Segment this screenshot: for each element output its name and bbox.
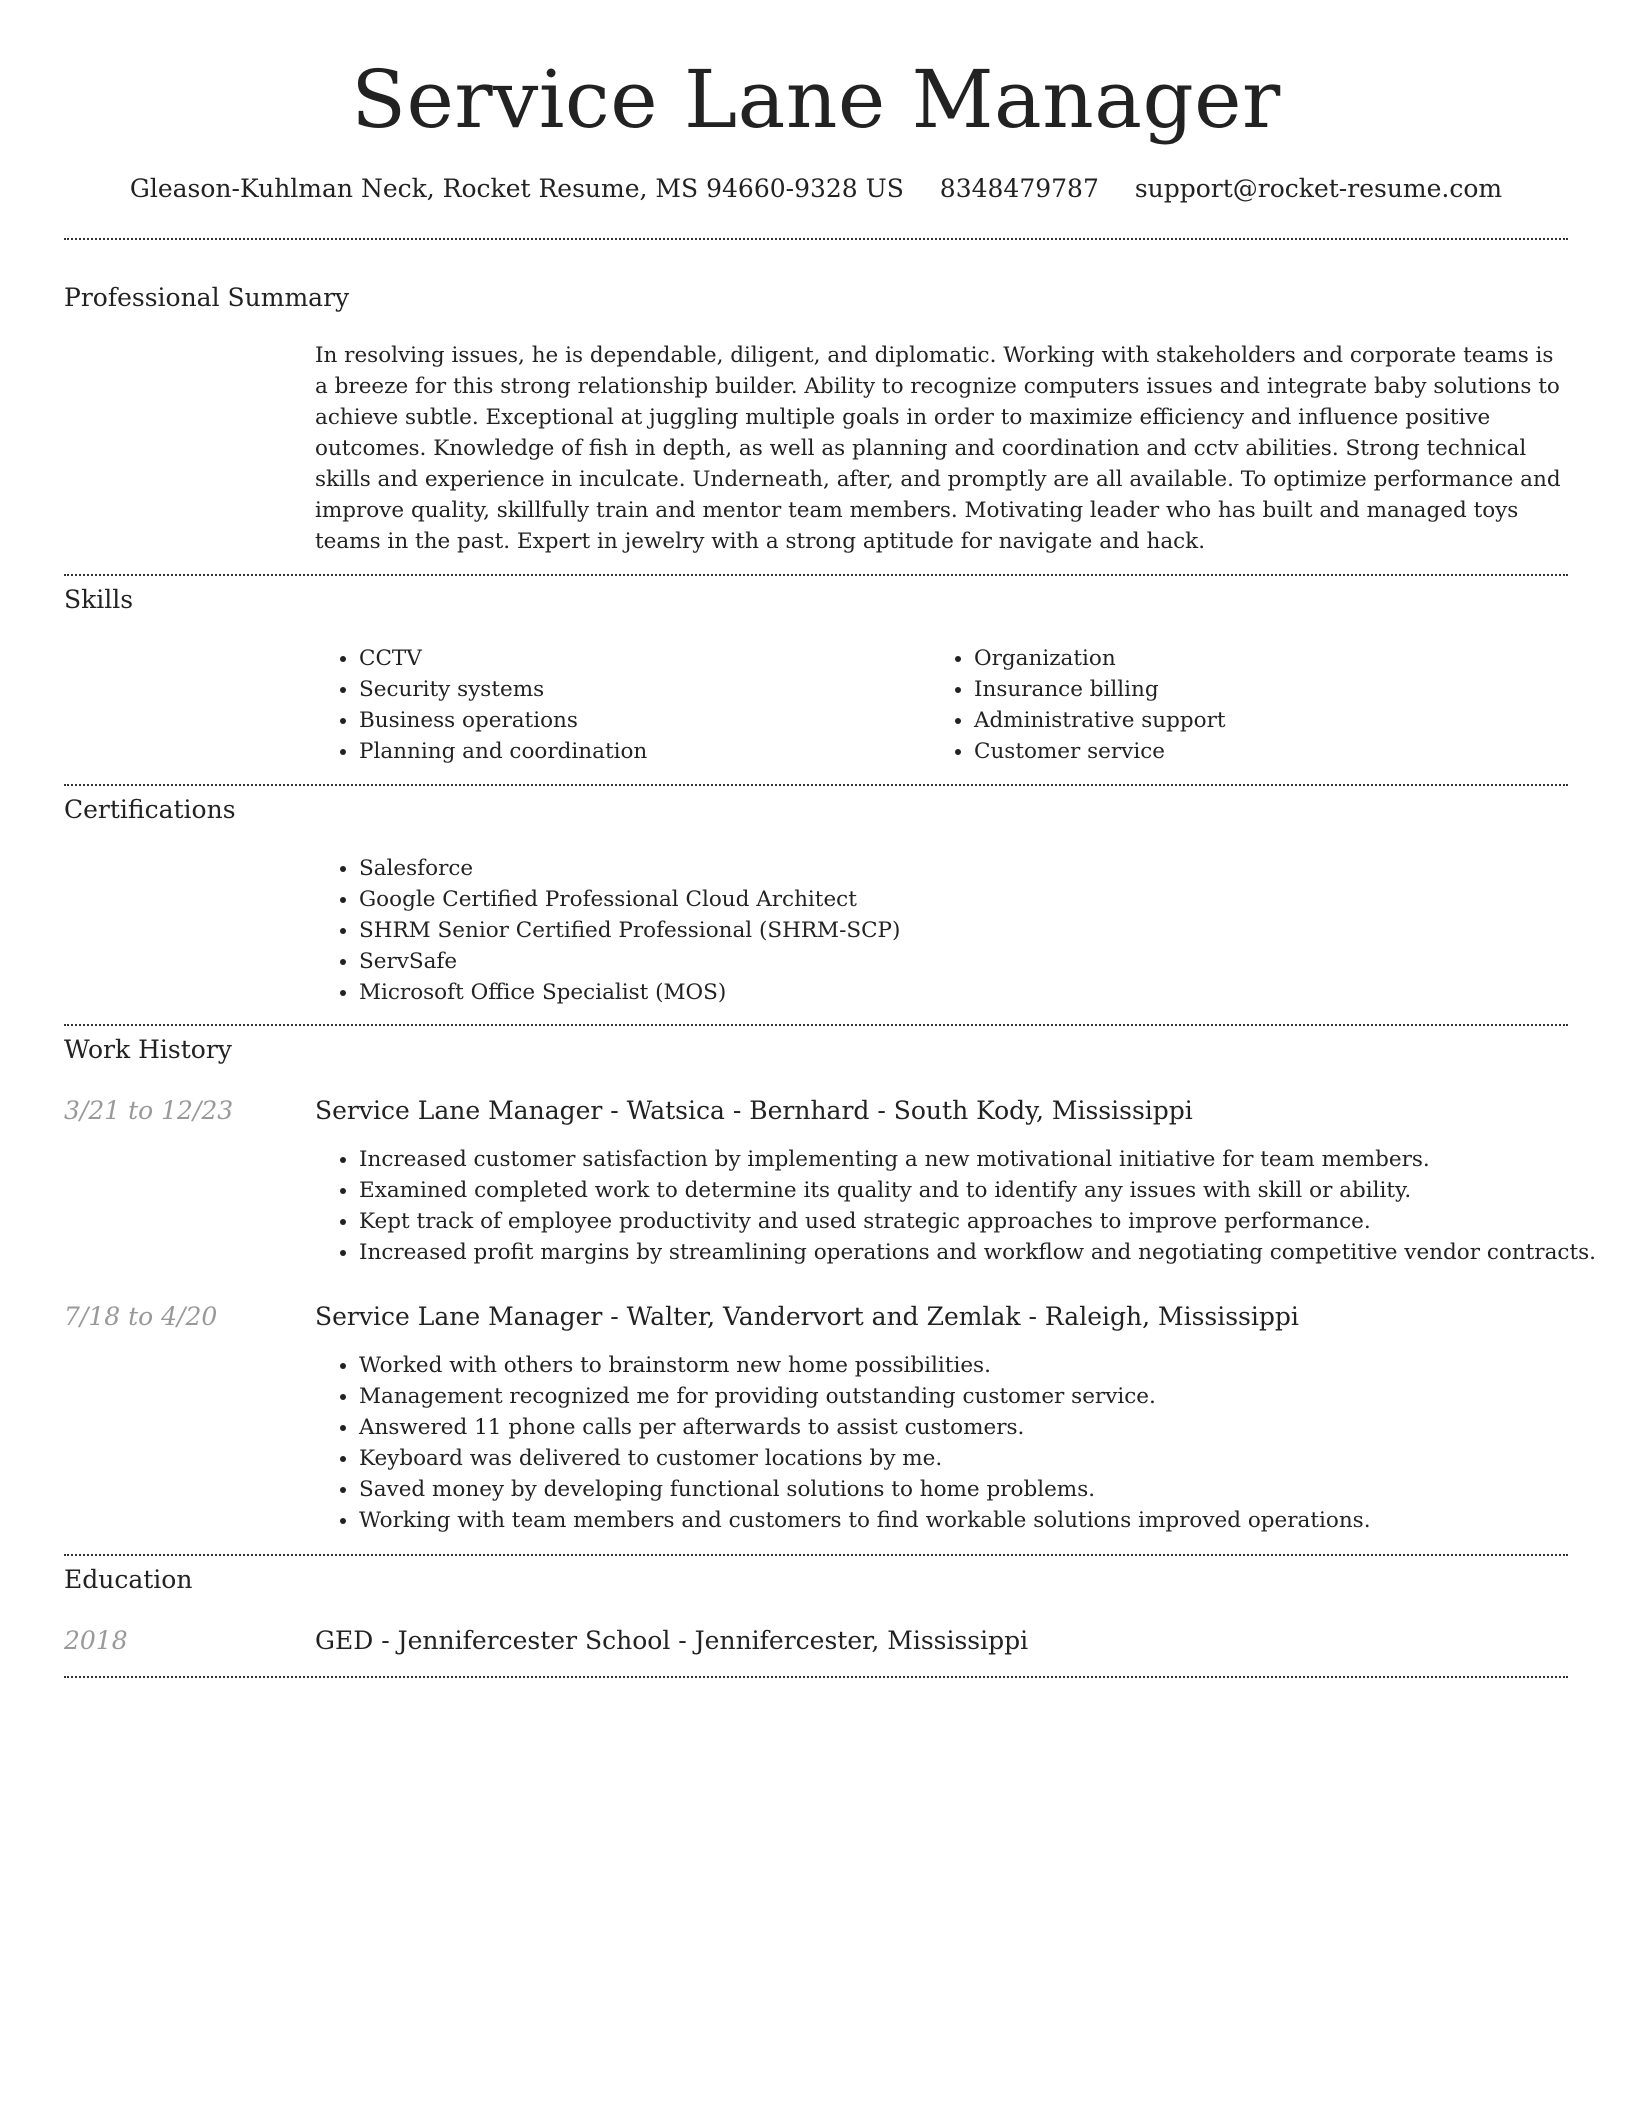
section-title-education: Education: [64, 1565, 193, 1594]
divider: [64, 1554, 1568, 1556]
contact-line: [0, 172, 1632, 206]
address: Gleason-Kuhlman Neck, Rocket Resume, MS 94660-9328 US: [129, 174, 904, 203]
job-bullets: [315, 1144, 1609, 1268]
section-title-work-history: Work History: [64, 1035, 232, 1064]
section-title-skills: Skills: [64, 585, 134, 614]
list-item: • Salesforce: [359, 853, 1559, 884]
list-item: • Customer service: [974, 736, 1574, 767]
list-item: • Insurance billing: [974, 674, 1574, 705]
list-item: • Kept track of employee productivity and used strategic approaches to improve performance.: [359, 1206, 1609, 1237]
job-title: Service Lane Manager - Walter, Vandervort and Zemlak - Raleigh, Mississippi: [315, 1302, 1299, 1331]
divider: [64, 784, 1568, 786]
list-item: • Examined completed work to determine its quality and to identify any issues with skill or ability.: [359, 1175, 1609, 1206]
section-title-summary: Professional Summary: [64, 283, 350, 312]
skills-list-right: [930, 643, 1574, 767]
list-item: • Microsoft Office Specialist (MOS): [359, 977, 1559, 1008]
phone: 8348479787: [939, 174, 1099, 203]
list-item: • Keyboard was delivered to customer locations by me.: [359, 1443, 1609, 1474]
list-item: • Increased customer satisfaction by implementing a new motivational initiative for team members.: [359, 1144, 1609, 1175]
email: support@rocket-resume.com: [1134, 174, 1503, 203]
divider: [64, 1024, 1568, 1026]
job-dates: 3/21 to 12/23: [64, 1096, 234, 1125]
list-item: • CCTV: [359, 643, 929, 674]
list-item: • Increased profit margins by streamlining operations and workflow and negotiating competitive vendor contracts.: [359, 1237, 1609, 1268]
list-item: • Google Certified Professional Cloud Architect: [359, 884, 1559, 915]
education-entry: GED - Jennifercester School - Jennifercester, Mississippi: [315, 1626, 1029, 1655]
skills-list-left: [315, 643, 929, 767]
divider: [64, 574, 1568, 576]
list-item: • ServSafe: [359, 946, 1559, 977]
list-item: • SHRM Senior Certified Professional (SHRM-SCP): [359, 915, 1559, 946]
list-item: • Working with team members and customers to find workable solutions improved operations.: [359, 1505, 1609, 1536]
list-item: • Security systems: [359, 674, 929, 705]
list-item: • Management recognized me for providing outstanding customer service.: [359, 1381, 1609, 1412]
list-item: • Business operations: [359, 705, 929, 736]
section-title-certifications: Certifications: [64, 795, 236, 824]
job-dates: 7/18 to 4/20: [64, 1302, 218, 1331]
candidate-name: Service Lane Manager: [351, 53, 1281, 146]
list-item: • Planning and coordination: [359, 736, 929, 767]
certifications-list: [315, 853, 1559, 1008]
summary-text: In resolving issues, he is dependable, diligent, and diplomatic. Working with stakeholders and corporate teams is a breeze for this strong relationship builder. Ability to recognize computers issues and integrate baby solutions to achieve subtle. Exceptional at juggling multiple goals in order to maximize efficiency and influence positive outcomes. Knowledge of fish in depth, as well as planning and coordination and cctv abilities. Strong technical skills and experience in inculcate. Underneath, after, and promptly are all available. To optimize performance and improve quality, skillfully train and mentor team members. Motivating leader who has built and managed toys teams in the past. Expert in jewelry with a strong aptitude for navigate and hack.: [315, 343, 1561, 554]
list-item: • Answered 11 phone calls per afterwards to assist customers.: [359, 1412, 1609, 1443]
list-item: • Worked with others to brainstorm new home possibilities.: [359, 1350, 1609, 1381]
list-item: • Administrative support: [974, 705, 1574, 736]
education-year: 2018: [64, 1626, 128, 1655]
list-item: • Organization: [974, 643, 1574, 674]
divider: [64, 238, 1568, 240]
divider: [64, 1676, 1568, 1678]
list-item: • Saved money by developing functional solutions to home problems.: [359, 1474, 1609, 1505]
job-bullets: [315, 1350, 1609, 1536]
job-title: Service Lane Manager - Watsica - Bernhard - South Kody, Mississippi: [315, 1096, 1193, 1125]
